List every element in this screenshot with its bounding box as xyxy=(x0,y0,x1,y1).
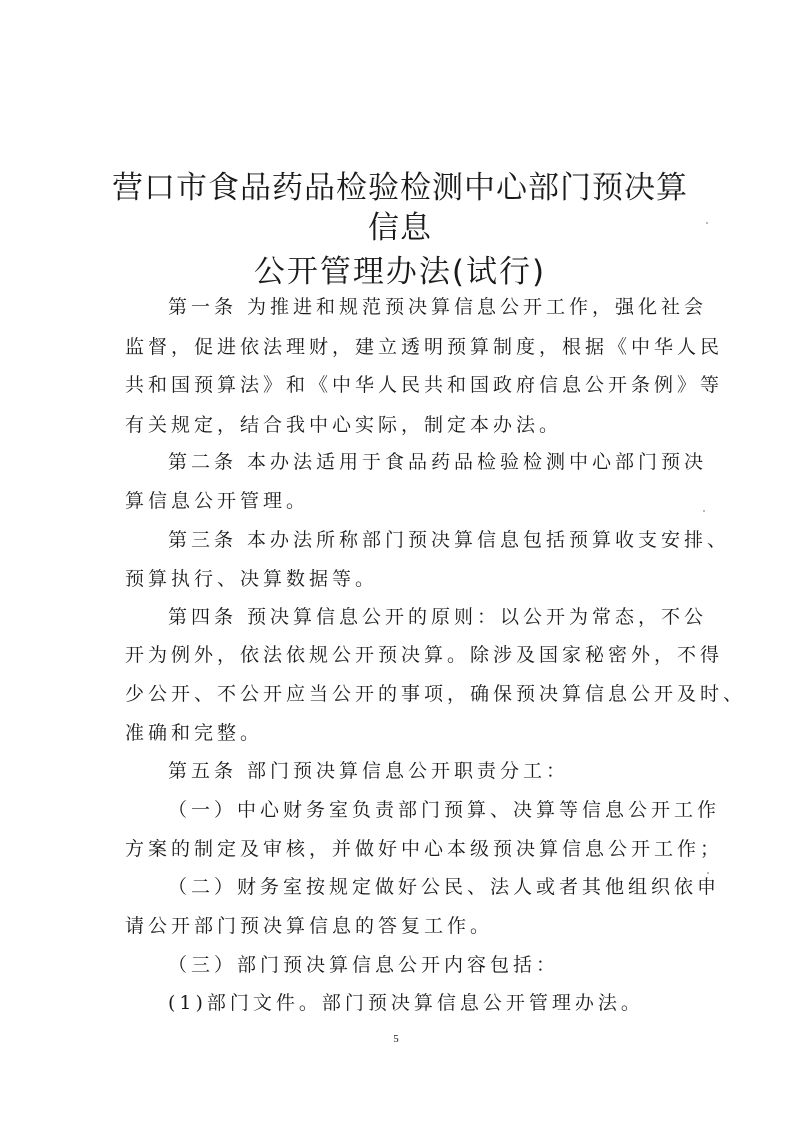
clause-2-line-2: 请公开部门预决算信息的答复工作。 xyxy=(125,915,494,937)
article-3-line-2: 预算执行、决算数据等。 xyxy=(125,568,379,590)
article-2-line-2: 算信息公开管理。 xyxy=(125,490,310,512)
document-title-line-1: 营口市食品药品检验检测中心部门预决算 xyxy=(112,170,688,206)
clause-1-line-1: （一）中心财务室负责部门预算、决算等信息公开工作 xyxy=(168,799,721,821)
article-4-line-3: 少公开、不公开应当公开的事项，确保预决算信息公开及时、 xyxy=(125,683,747,705)
article-1-line-3: 共和国预算法》和《中华人民共和国政府信息公开条例》等 xyxy=(125,374,724,396)
article-3-line-1: 第三条 本办法所称部门预决算信息包括预算收支安排、 xyxy=(168,529,731,551)
article-4-line-2: 开为例外，依法依规公开预决算。除涉及国家秘密外，不得 xyxy=(125,644,724,666)
scan-speck xyxy=(706,222,708,224)
article-1-line-4: 有关规定，结合我中心实际，制定本办法。 xyxy=(125,414,563,436)
article-2-line-1: 第二条 本办法适用于食品药品检验检测中心部门预决 xyxy=(168,451,708,473)
page-number: 5 xyxy=(393,1033,399,1045)
clause-3-item-1: (1)部门文件。部门预决算信息公开管理办法。 xyxy=(168,992,644,1014)
clause-2-line-1: （二）财务室按规定做好公民、法人或者其他组织依申 xyxy=(168,876,721,898)
article-4-line-4: 准确和完整。 xyxy=(125,722,264,744)
clause-3-line-1: （三）部门预决算信息公开内容包括： xyxy=(168,954,560,976)
article-1-line-2: 监督，促进依法理财，建立透明预算制度，根据《中华人民 xyxy=(125,336,724,358)
article-4-line-1: 第四条 预决算信息公开的原则：以公开为常态，不公 xyxy=(168,606,708,628)
document-title-line-3: 公开管理办法(试行) xyxy=(253,254,547,290)
article-5-line-1: 第五条 部门预决算信息公开职责分工： xyxy=(168,760,570,782)
document-title-line-2: 信息 xyxy=(368,210,432,246)
scan-speck xyxy=(703,510,705,512)
article-1-line-1: 第一条 为推进和规范预决算信息公开工作，强化社会 xyxy=(168,296,708,318)
scan-speck xyxy=(707,872,709,874)
clause-1-line-2: 方案的制定及审核，并做好中心本级预决算信息公开工作； xyxy=(125,838,724,860)
